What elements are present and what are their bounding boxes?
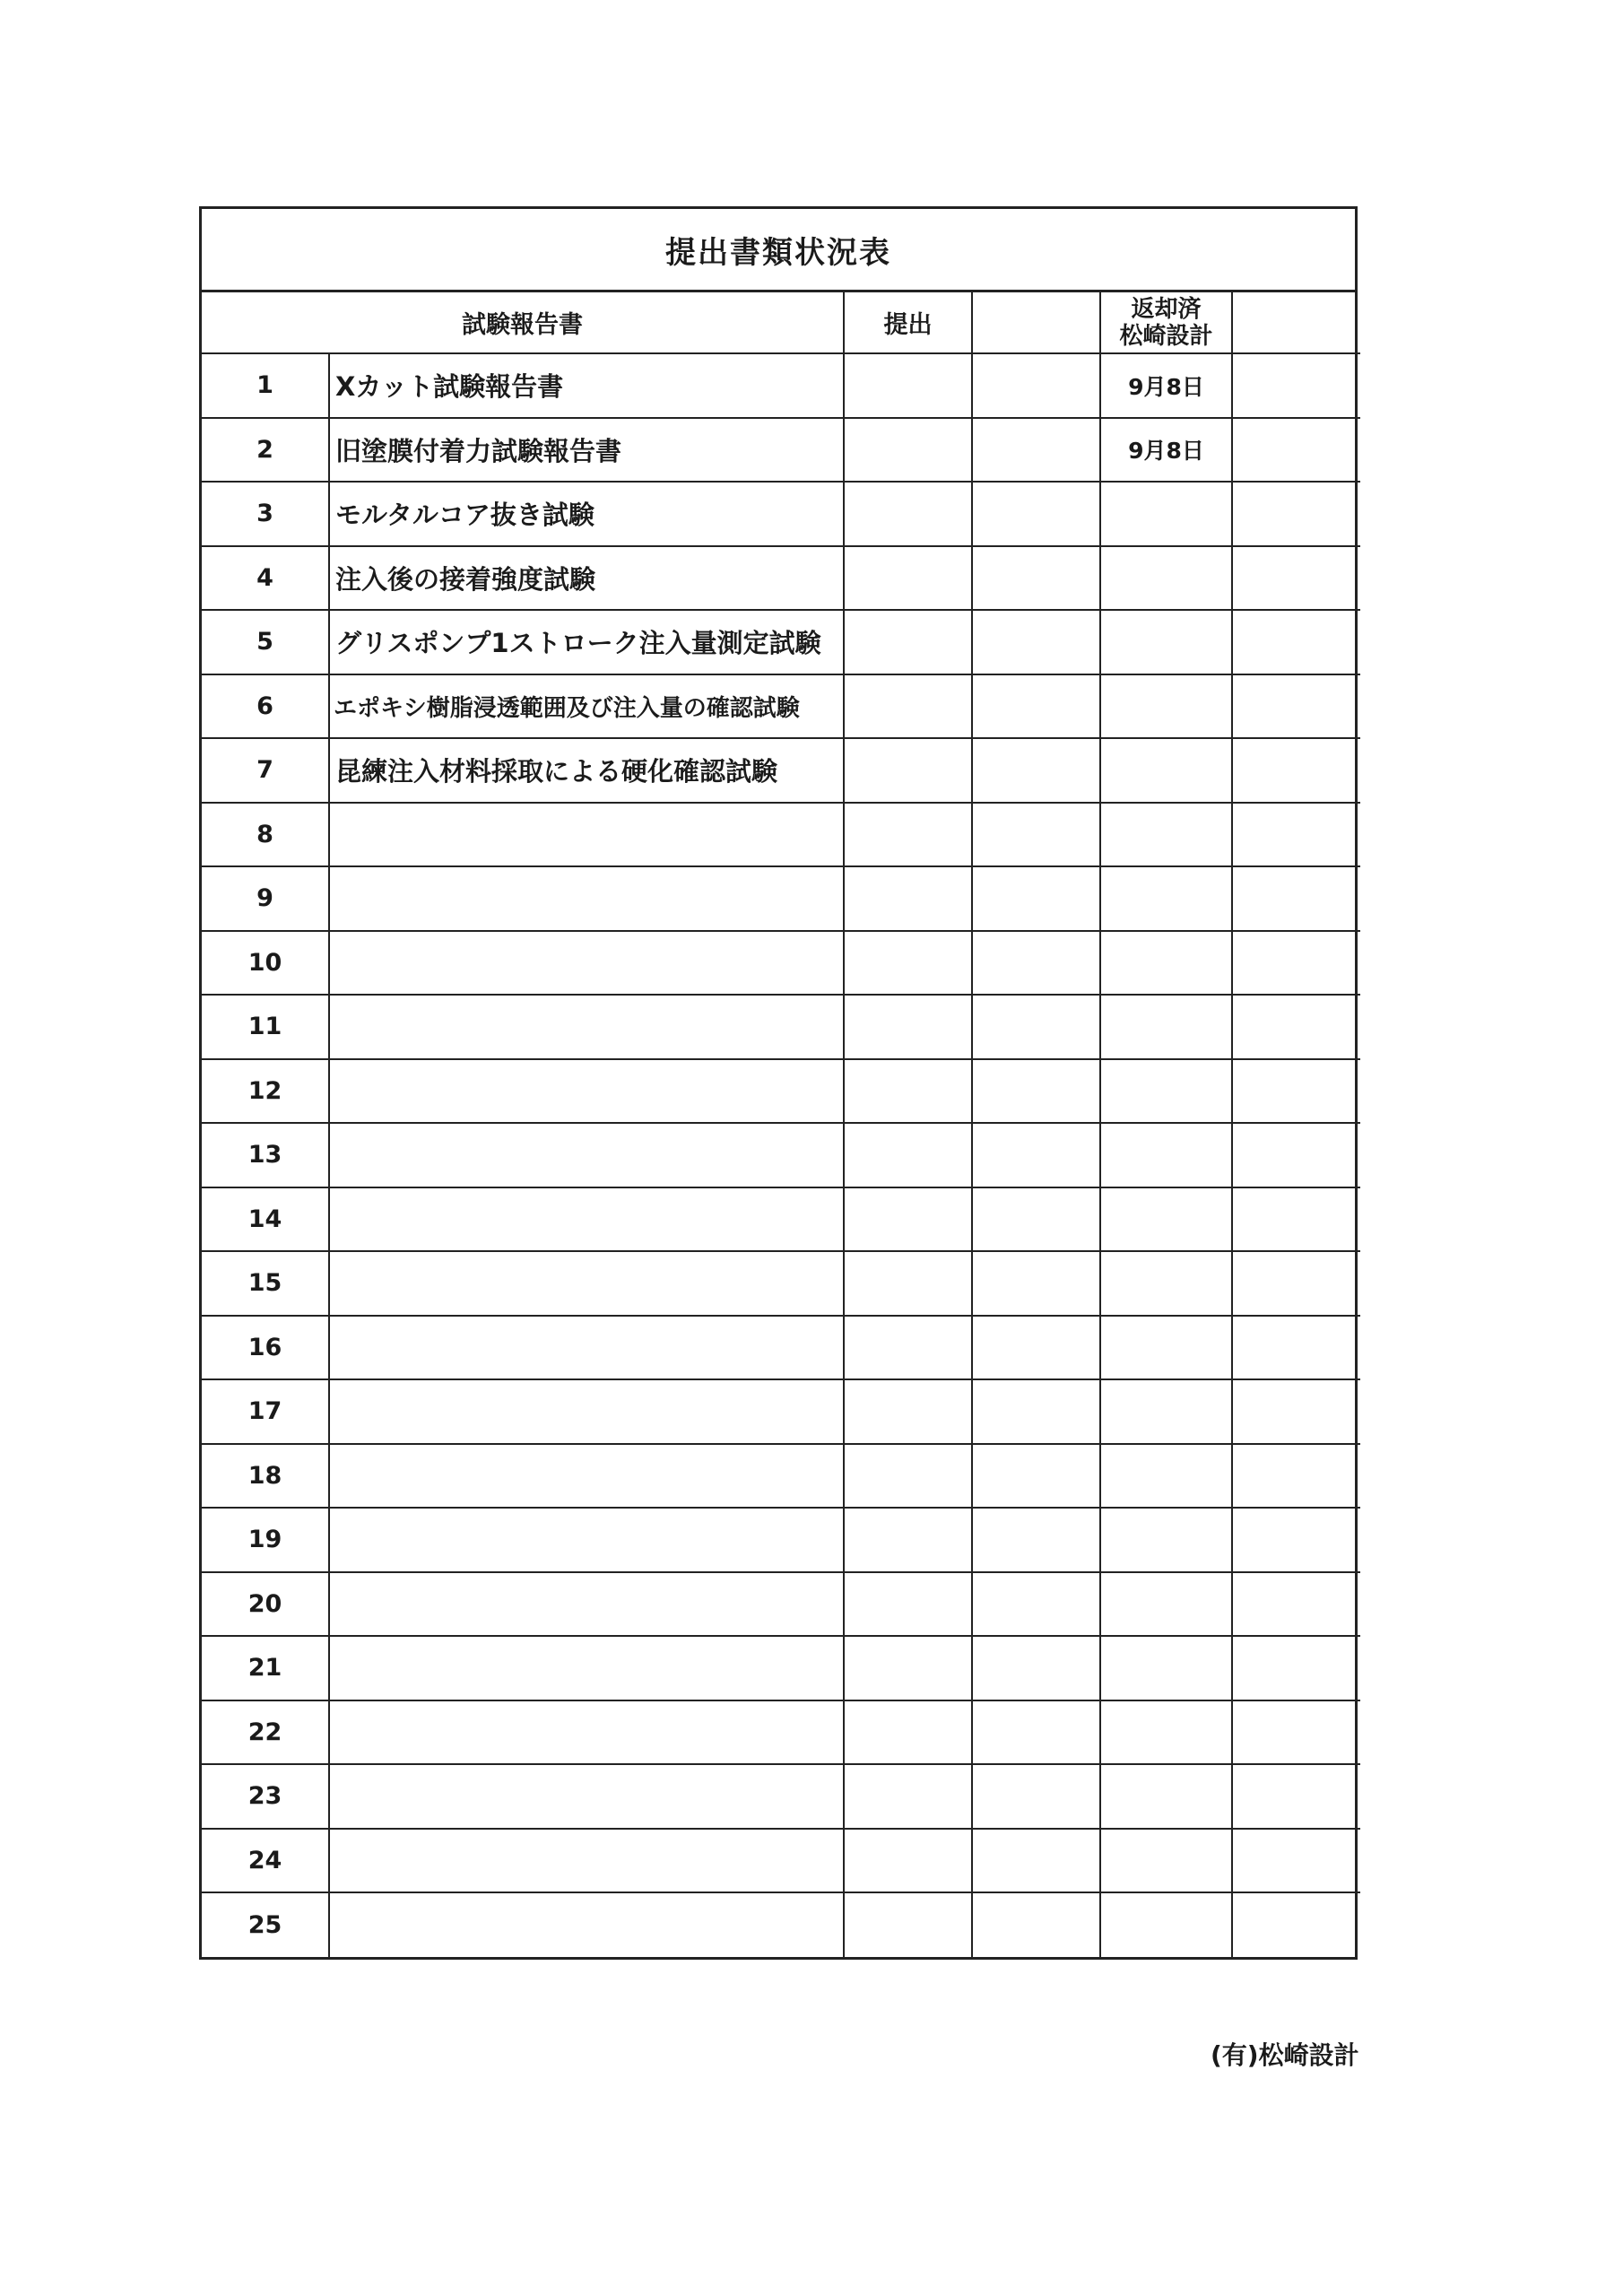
submit-cell — [844, 1444, 972, 1509]
blank-cell — [972, 1123, 1100, 1187]
submit-cell — [844, 1764, 972, 1829]
last-cell — [1232, 418, 1360, 483]
last-cell — [1232, 482, 1360, 546]
submit-cell — [844, 1700, 972, 1765]
blank-cell — [972, 1508, 1100, 1572]
submit-cell — [844, 1316, 972, 1380]
blank-cell — [972, 1700, 1100, 1765]
returned-header-line2: 松崎設計 — [1119, 322, 1213, 350]
report-name: 昆練注入材料採取による硬化確認試験 — [329, 738, 844, 803]
row-number: 20 — [202, 1572, 329, 1637]
last-cell — [1232, 1572, 1360, 1637]
last-cell — [1232, 1892, 1360, 1957]
last-cell — [1232, 1187, 1360, 1252]
submit-cell — [844, 1572, 972, 1637]
report-name — [329, 1572, 844, 1637]
blank-cell — [972, 931, 1100, 996]
table-row — [202, 1764, 1360, 1829]
last-cell — [1232, 1059, 1360, 1124]
row-number: 4 — [202, 546, 329, 611]
table-row — [202, 353, 1360, 418]
row-number: 6 — [202, 674, 329, 739]
returned-date — [1100, 1379, 1232, 1444]
returned-date — [1100, 866, 1232, 931]
submit-cell — [844, 482, 972, 546]
table-row — [202, 1123, 1360, 1187]
table-row — [202, 803, 1360, 867]
table-row — [202, 1508, 1360, 1572]
last-cell — [1232, 931, 1360, 996]
blank-cell — [972, 1764, 1100, 1829]
last-cell — [1232, 995, 1360, 1059]
submission-table — [202, 292, 1360, 1957]
report-name: 旧塗膜付着力試験報告書 — [329, 418, 844, 483]
row-number: 23 — [202, 1764, 329, 1829]
submit-cell — [844, 1829, 972, 1893]
table-row — [202, 1892, 1360, 1957]
report-name — [329, 1892, 844, 1957]
row-number: 22 — [202, 1700, 329, 1765]
returned-date — [1100, 1700, 1232, 1765]
blank-cell — [972, 418, 1100, 483]
returned-date — [1100, 1508, 1232, 1572]
report-name: エポキシ樹脂浸透範囲及び注入量の確認試験 — [329, 674, 844, 739]
blank-cell — [972, 1829, 1100, 1893]
submit-cell — [844, 418, 972, 483]
last-cell — [1232, 1316, 1360, 1380]
report-name — [329, 931, 844, 996]
submit-cell — [844, 610, 972, 674]
last-cell — [1232, 1636, 1360, 1700]
returned-date — [1100, 803, 1232, 867]
last-cell — [1232, 1379, 1360, 1444]
returned-date — [1100, 482, 1232, 546]
table-row — [202, 866, 1360, 931]
blank-cell — [972, 1636, 1100, 1700]
last-cell — [1232, 1829, 1360, 1893]
table-row — [202, 995, 1360, 1059]
table-row — [202, 674, 1360, 739]
returned-date — [1100, 1892, 1232, 1957]
returned-date — [1100, 1764, 1232, 1829]
returned-date — [1100, 546, 1232, 611]
row-number: 15 — [202, 1251, 329, 1316]
row-number: 18 — [202, 1444, 329, 1509]
submit-cell — [844, 1508, 972, 1572]
sheet-title: 提出書類状況表 — [202, 209, 1355, 292]
row-number: 21 — [202, 1636, 329, 1700]
report-name — [329, 1829, 844, 1893]
returned-date — [1100, 1829, 1232, 1893]
report-name — [329, 1059, 844, 1124]
row-number: 11 — [202, 995, 329, 1059]
last-cell — [1232, 1251, 1360, 1316]
report-name — [329, 1444, 844, 1509]
blank-cell — [972, 610, 1100, 674]
table-row — [202, 482, 1360, 546]
table-body — [202, 353, 1360, 1957]
submit-cell — [844, 738, 972, 803]
table-row — [202, 931, 1360, 996]
report-name — [329, 1187, 844, 1252]
last-column-header — [1232, 292, 1360, 353]
submit-cell — [844, 866, 972, 931]
returned-date — [1100, 1444, 1232, 1509]
submit-cell — [844, 1251, 972, 1316]
blank-cell — [972, 1892, 1100, 1957]
row-number: 7 — [202, 738, 329, 803]
company-name: (有)松崎設計 — [1211, 2040, 1359, 2070]
submit-cell — [844, 1059, 972, 1124]
row-number: 8 — [202, 803, 329, 867]
blank-cell — [972, 1059, 1100, 1124]
report-name — [329, 1700, 844, 1765]
table-header-row — [202, 292, 1360, 353]
table-row — [202, 1572, 1360, 1637]
submit-cell — [844, 674, 972, 739]
blank-cell — [972, 1379, 1100, 1444]
table-row — [202, 1187, 1360, 1252]
last-cell — [1232, 1700, 1360, 1765]
report-name — [329, 1636, 844, 1700]
blank-cell — [972, 995, 1100, 1059]
status-sheet — [199, 206, 1358, 1960]
blank-cell — [972, 866, 1100, 931]
report-name: モルタルコア抜き試験 — [329, 482, 844, 546]
blank-cell — [972, 674, 1100, 739]
report-name — [329, 1379, 844, 1444]
returned-date — [1100, 931, 1232, 996]
returned-date — [1100, 1123, 1232, 1187]
blank-column-header — [972, 292, 1100, 353]
report-name — [329, 1251, 844, 1316]
row-number: 3 — [202, 482, 329, 546]
table-row — [202, 1444, 1360, 1509]
last-cell — [1232, 803, 1360, 867]
report-name — [329, 1764, 844, 1829]
report-name — [329, 1508, 844, 1572]
table-row — [202, 1700, 1360, 1765]
last-cell — [1232, 674, 1360, 739]
submit-cell — [844, 1892, 972, 1957]
row-number: 19 — [202, 1508, 329, 1572]
last-cell — [1232, 1444, 1360, 1509]
returned-date — [1100, 738, 1232, 803]
last-cell — [1232, 738, 1360, 803]
report-column-header: 試験報告書 — [202, 292, 844, 353]
returned-date — [1100, 1187, 1232, 1252]
last-cell — [1232, 546, 1360, 611]
table-row — [202, 1059, 1360, 1124]
returned-date — [1100, 1636, 1232, 1700]
returned-date — [1100, 1059, 1232, 1124]
last-cell — [1232, 610, 1360, 674]
report-name — [329, 803, 844, 867]
row-number: 24 — [202, 1829, 329, 1893]
row-number: 1 — [202, 353, 329, 418]
submit-cell — [844, 803, 972, 867]
table-row — [202, 610, 1360, 674]
report-name — [329, 1316, 844, 1380]
blank-cell — [972, 1187, 1100, 1252]
blank-cell — [972, 482, 1100, 546]
returned-date — [1100, 1316, 1232, 1380]
blank-cell — [972, 1572, 1100, 1637]
table-row — [202, 738, 1360, 803]
returned-date — [1100, 1572, 1232, 1637]
returned-column-header — [1100, 292, 1232, 353]
report-name: 注入後の接着強度試験 — [329, 546, 844, 611]
row-number: 25 — [202, 1892, 329, 1957]
last-cell — [1232, 353, 1360, 418]
table-row — [202, 1316, 1360, 1380]
returned-date: 9月8日 — [1100, 418, 1232, 483]
submit-cell — [844, 546, 972, 611]
row-number: 17 — [202, 1379, 329, 1444]
submit-cell — [844, 353, 972, 418]
row-number: 13 — [202, 1123, 329, 1187]
table-row — [202, 1379, 1360, 1444]
blank-cell — [972, 546, 1100, 611]
last-cell — [1232, 1764, 1360, 1829]
report-name — [329, 866, 844, 931]
row-number: 10 — [202, 931, 329, 996]
returned-date: 9月8日 — [1100, 353, 1232, 418]
last-cell — [1232, 1123, 1360, 1187]
report-name — [329, 995, 844, 1059]
table-row — [202, 418, 1360, 483]
returned-date — [1100, 674, 1232, 739]
blank-cell — [972, 738, 1100, 803]
row-number: 12 — [202, 1059, 329, 1124]
last-cell — [1232, 866, 1360, 931]
row-number: 2 — [202, 418, 329, 483]
returned-date — [1100, 1251, 1232, 1316]
submit-cell — [844, 931, 972, 996]
submit-cell — [844, 995, 972, 1059]
submit-column-header: 提出 — [844, 292, 972, 353]
table-row — [202, 546, 1360, 611]
submit-cell — [844, 1636, 972, 1700]
blank-cell — [972, 1316, 1100, 1380]
row-number: 16 — [202, 1316, 329, 1380]
blank-cell — [972, 1251, 1100, 1316]
returned-date — [1100, 995, 1232, 1059]
blank-cell — [972, 1444, 1100, 1509]
blank-cell — [972, 353, 1100, 418]
returned-header-line1: 返却済 — [1131, 295, 1202, 323]
returned-date — [1100, 610, 1232, 674]
last-cell — [1232, 1508, 1360, 1572]
table-row — [202, 1251, 1360, 1316]
blank-cell — [972, 803, 1100, 867]
report-name: グリスポンプ1ストローク注入量測定試験 — [329, 610, 844, 674]
row-number: 14 — [202, 1187, 329, 1252]
table-row — [202, 1829, 1360, 1893]
submit-cell — [844, 1187, 972, 1252]
submit-cell — [844, 1123, 972, 1187]
report-name: Xカット試験報告書 — [329, 353, 844, 418]
row-number: 9 — [202, 866, 329, 931]
table-row — [202, 1636, 1360, 1700]
report-name — [329, 1123, 844, 1187]
submit-cell — [844, 1379, 972, 1444]
row-number: 5 — [202, 610, 329, 674]
